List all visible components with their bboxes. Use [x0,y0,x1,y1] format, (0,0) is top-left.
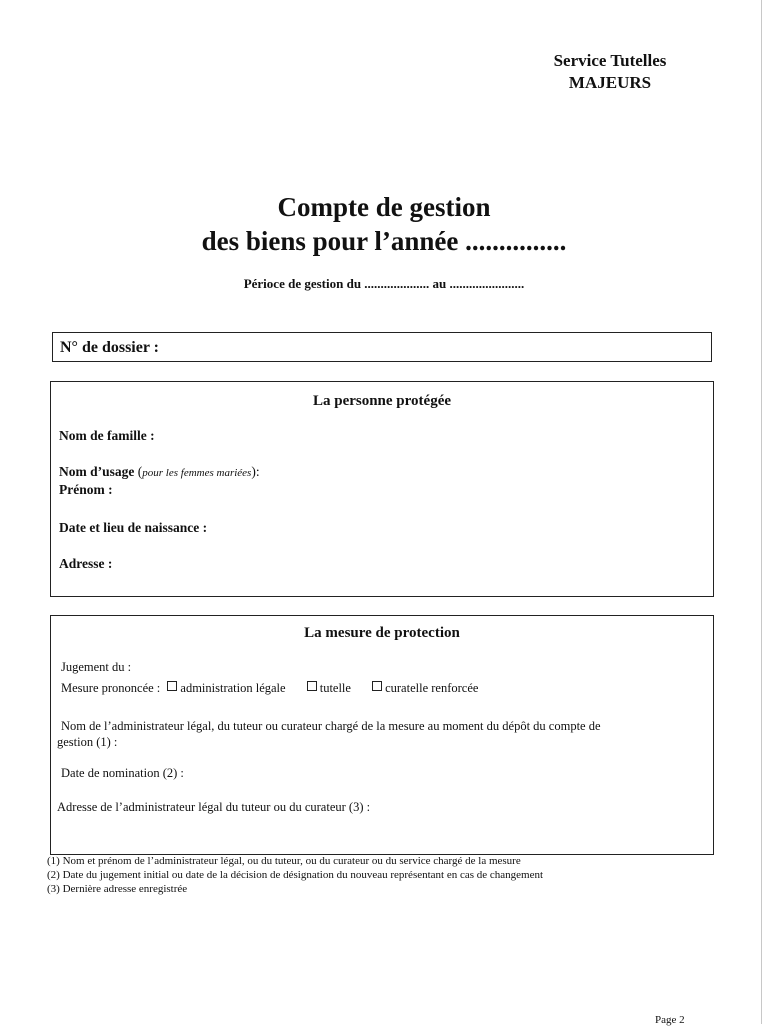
mesure-prononcee-label: Mesure prononcée : [61,681,161,695]
field-naissance: Date et lieu de naissance : [59,520,208,535]
title-line-2: des biens pour l’année ............... [201,226,567,256]
field-prenom: Prénom : [59,482,113,497]
mesure-prononcee-line [61,681,492,696]
document-title [0,190,768,258]
personne-box-title: La personne protégée [312,393,452,409]
mesure-protection-box [50,615,714,855]
service-line-2: MAJEURS [568,73,652,92]
option-curatelle-renforcee-label: curatelle renforcée [385,681,479,695]
option-administration-legale-label: administration légale [180,681,286,695]
option-administration-legale [163,681,288,695]
nom-usage-paren-open: ( [137,464,143,479]
nom-admin-line-2: gestion (1) : [57,735,118,749]
option-tutelle [303,681,354,695]
checkbox-administration-legale[interactable] [167,681,177,691]
checkbox-tutelle[interactable] [307,681,317,691]
period-line: Périoce de gestion du .................... au ....................... [243,276,525,291]
footnote-2: (2) Date du jugement initial ou date de la décision de désignation du nouveau représentant en cas de changement [47,869,544,881]
nom-usage-note: pour les femmes mariées [142,467,252,479]
field-nom-famille: Nom de famille : [59,428,155,443]
personne-protegee-box [50,381,714,597]
nom-usage-label: Nom d’usage [59,464,135,479]
service-header [530,50,690,94]
footnotes [47,854,543,896]
nom-admin-line-1: Nom de l’administrateur légal, du tuteur ou curateur chargé de la mesure au moment du dépôt du compte de [61,719,601,733]
jugement-line: Jugement du : [61,660,132,674]
checkbox-curatelle-renforcee[interactable] [372,681,382,691]
field-adresse: Adresse : [59,556,113,571]
service-line-1: Service Tutelles [553,51,667,70]
page-edge [761,0,762,1024]
footnote-1: (1) Nom et prénom de l’administrateur légal, ou du tuteur, ou du curateur ou du service chargé de la mesure [47,855,521,867]
title-line-1: Compte de gestion [277,192,491,222]
field-nom-usage [59,464,260,480]
page-number: Page 2 [655,1014,685,1026]
dossier-label: N° de dossier : [60,339,159,356]
option-tutelle-label: tutelle [319,681,351,695]
footnote-3: (3) Dernière adresse enregistrée [47,883,188,895]
dossier-box [52,332,712,362]
mesure-box-title: La mesure de protection [304,625,460,641]
date-nomination-line: Date de nomination (2) : [61,766,184,780]
nom-usage-paren-close: ): [251,464,260,479]
option-curatelle-renforcee [368,681,478,695]
adresse-admin-line: Adresse de l’administrateur légal du tuteur ou du curateur (3) : [57,800,371,814]
